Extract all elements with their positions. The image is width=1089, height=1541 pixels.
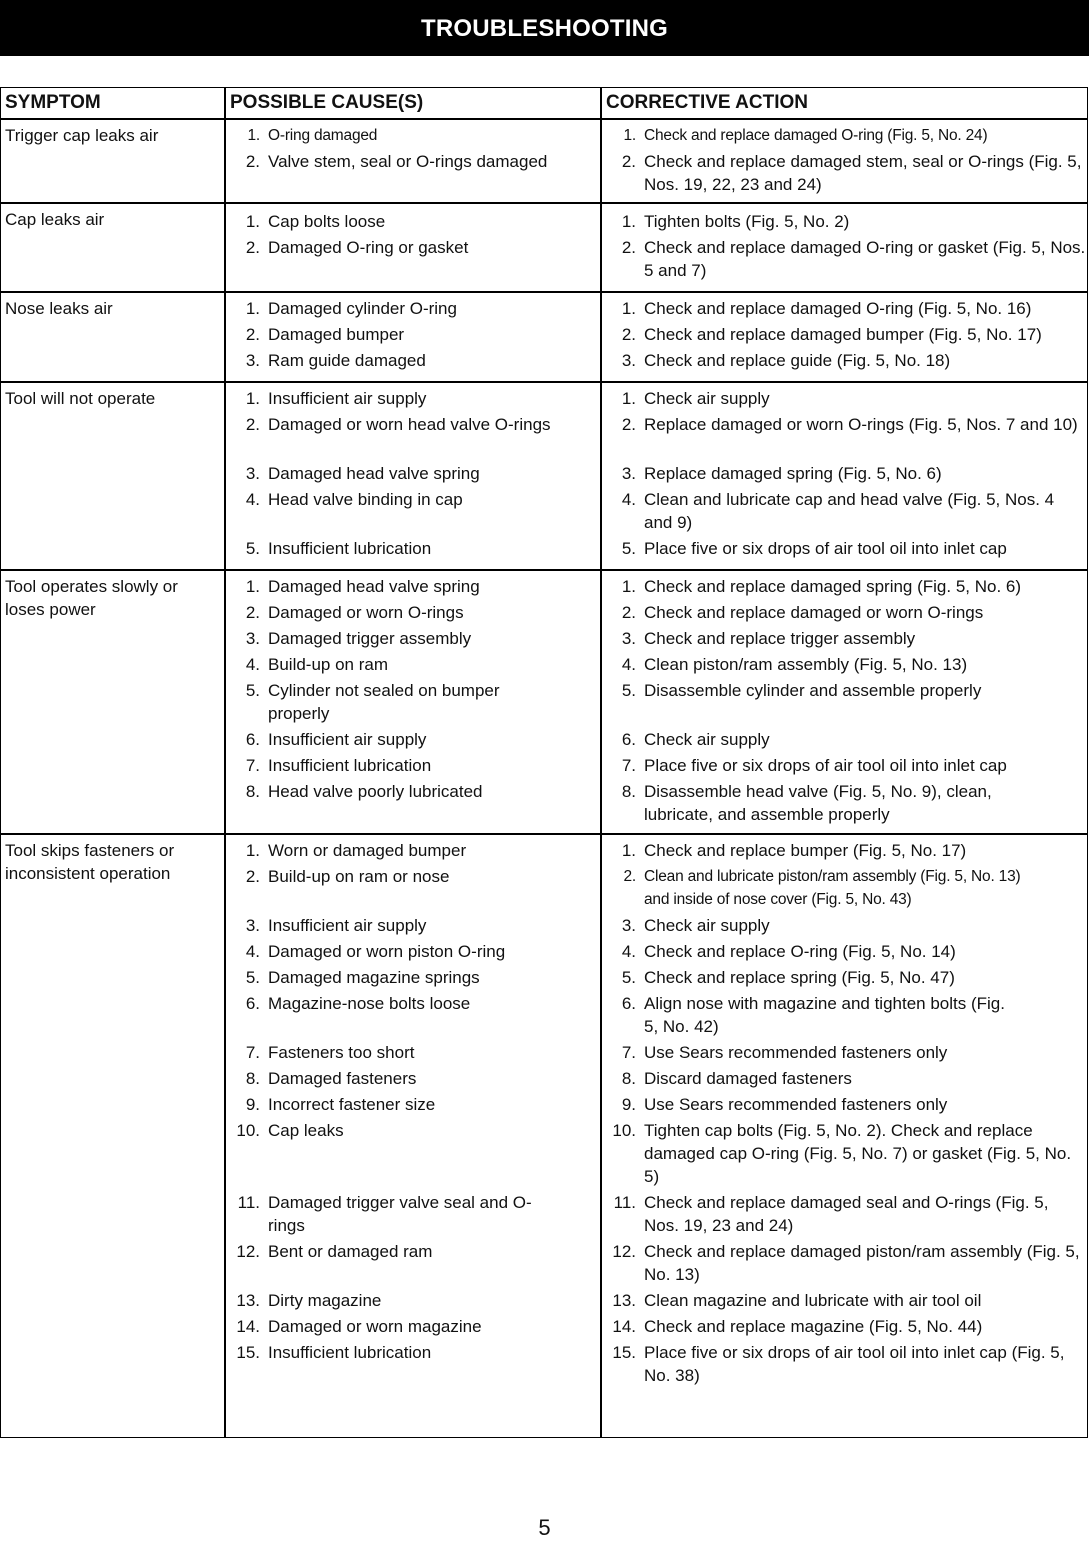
actions-cell [606, 210, 1086, 285]
action-item: 1. Tighten bolts (Fig. 5, No. 2) [621, 212, 850, 231]
action-item: 1. Check air supply [621, 389, 770, 408]
cause-item: 8. Head valve poorly lubricated [245, 782, 483, 801]
action-item: 3. Check and replace guide (Fig. 5, No. 18) [621, 351, 951, 370]
symptom-cell: Tool skips fasteners or inconsistent operation [5, 841, 175, 883]
cause-item: 15. Insufficient lubrication [236, 1343, 432, 1362]
action-item: 3. Check and replace trigger assembly [621, 629, 916, 648]
action-item: 12. Check and replace damaged piston/ram assembly (Fig. 5, No. 13) [612, 1242, 1080, 1284]
cause-item: 1. Damaged cylinder O-ring [245, 299, 457, 318]
cause-item: 3. Damaged trigger assembly [245, 629, 472, 648]
symptom-cell: Cap leaks air [5, 210, 105, 229]
cause-item: 4. Build-up on ram [245, 655, 389, 674]
action-item: 4. Check and replace O-ring (Fig. 5, No. 14) [621, 942, 956, 961]
action-item: 2. Check and replace damaged stem, seal or O-rings (Fig. 5, Nos. 19, 22, 23 and 24) [621, 152, 1082, 194]
action-item: 13. Clean magazine and lubricate with air tool oil [612, 1291, 982, 1310]
action-item: 2. Check and replace damaged O-ring or gasket (Fig. 5, Nos. 5 and 7) [621, 238, 1086, 280]
causes-cell [230, 387, 598, 563]
page-number: 5 [538, 1515, 551, 1540]
page-title: TROUBLESHOOTING [0, 0, 1089, 56]
table-row [1, 835, 1087, 1435]
cause-item: 7. Insufficient lubrication [245, 756, 432, 775]
symptom-cell: Tool operates slowly or loses power [5, 577, 178, 619]
cause-item: 5. Damaged magazine springs [245, 968, 480, 987]
cause-item: 3. Insufficient air supply [245, 916, 427, 935]
action-item: 8. Disassemble head valve (Fig. 5, No. 9), clean, lubricate, and assemble properly [621, 782, 992, 824]
cause-item: 1. Worn or damaged bumper [245, 841, 467, 860]
action-item: 14. Check and replace magazine (Fig. 5, No. 44) [612, 1317, 983, 1336]
cause-item: 4. Damaged or worn piston O-ring [245, 942, 506, 961]
cause-item: 1. Insufficient air supply [245, 389, 427, 408]
cause-item: 2. Build-up on ram or nose [245, 867, 450, 886]
cause-item: 3. Damaged head valve spring [245, 464, 480, 483]
table-row [1, 120, 1087, 202]
action-item: 3. Replace damaged spring (Fig. 5, No. 6) [621, 464, 942, 483]
cause-item: 2. Damaged bumper [245, 325, 405, 344]
causes-cell [230, 210, 598, 262]
action-item: 1. Check and replace bumper (Fig. 5, No. 17) [621, 841, 967, 860]
action-item: 8. Discard damaged fasteners [621, 1069, 852, 1088]
action-item: 11. Check and replace damaged seal and O-rings (Fig. 5, Nos. 19, 23 and 24) [613, 1193, 1049, 1235]
header-corrective-action: CORRECTIVE ACTION [606, 92, 808, 113]
cause-item: 5. Insufficient lubrication [245, 539, 432, 558]
action-item: 5. Disassemble cylinder and assemble properly [621, 681, 982, 700]
cause-item: 2. Damaged or worn head valve O-rings [245, 415, 551, 434]
action-item: 2. Replace damaged or worn O-rings (Fig. 5, Nos. 7 and 10) [621, 415, 1078, 434]
cause-item: 14. Damaged or worn magazine [236, 1317, 482, 1336]
cause-item: 7. Fasteners too short [245, 1043, 415, 1062]
table-row [1, 383, 1087, 569]
action-item: 4. Clean piston/ram assembly (Fig. 5, No. 13) [621, 655, 968, 674]
action-item: 1. Check and replace damaged O-ring (Fig. 5, No. 16) [621, 299, 1032, 318]
action-item: 7. Place five or six drops of air tool oil into inlet cap [621, 756, 1007, 775]
cause-item: 5. Cylinder not sealed on bumper properly [245, 681, 500, 723]
action-item: 2. Check and replace damaged or worn O-rings [621, 603, 984, 622]
symptom-cell: Nose leaks air [5, 299, 113, 318]
table-row [1, 204, 1087, 292]
cause-item: 6. Magazine-nose bolts loose [245, 994, 471, 1013]
cause-item: 2. Valve stem, seal or O-rings damaged [245, 152, 548, 171]
table-row [1, 571, 1087, 833]
action-item: 7. Use Sears recommended fasteners only [621, 1043, 948, 1062]
action-item: 4. Clean and lubricate cap and head valve (Fig. 5, Nos. 4 and 9) [621, 490, 1055, 532]
causes-cell [230, 297, 598, 375]
action-item: 3. Check air supply [621, 916, 770, 935]
actions-cell [606, 124, 1086, 199]
action-item: 1. Check and replace damaged O-ring (Fig. 5, No. 24) [623, 127, 988, 144]
actions-cell [606, 387, 1086, 563]
action-item: 5. Check and replace spring (Fig. 5, No. 47) [621, 968, 955, 987]
cause-item: 8. Damaged fasteners [245, 1069, 417, 1088]
actions-cell [606, 297, 1086, 375]
cause-item: 1. O-ring damaged [247, 127, 378, 144]
cause-item: 3. Ram guide damaged [245, 351, 426, 370]
cause-item: 11. Damaged trigger valve seal and O-rings [237, 1193, 532, 1235]
action-item: 15. Place five or six drops of air tool oil into inlet cap (Fig. 5, No. 38) [612, 1343, 1065, 1385]
symptom-cell: Trigger cap leaks air [5, 126, 159, 145]
symptom-cell: Tool will not operate [5, 389, 156, 408]
action-item: 10. Tighten cap bolts (Fig. 5, No. 2). Check and replace damaged cap O-ring (Fig. 5, No. 7) or gasket (Fig. 5, No. 5) [612, 1121, 1072, 1186]
causes-cell [230, 839, 598, 1367]
cause-item: 1. Damaged head valve spring [245, 577, 480, 596]
header-possible-causes: POSSIBLE CAUSE(S) [230, 92, 424, 113]
action-item: 9. Use Sears recommended fasteners only [621, 1095, 948, 1114]
table-row [1, 293, 1087, 381]
action-item: 5. Place five or six drops of air tool oil into inlet cap [621, 539, 1007, 558]
cause-item: 2. Damaged or worn O-rings [245, 603, 464, 622]
cause-item: 12. Bent or damaged ram [236, 1242, 433, 1261]
action-item: 6. Align nose with magazine and tighten bolts (Fig. 5, No. 42) [621, 994, 1005, 1036]
cause-item: 9. Incorrect fastener size [245, 1095, 436, 1114]
actions-cell [606, 839, 1086, 1390]
action-item: 2. Clean and lubricate piston/ram assembly (Fig. 5, No. 13) and inside of nose cover (Fig. 5, No. 43) [623, 868, 1021, 908]
causes-cell [230, 575, 598, 806]
troubleshooting-table [0, 87, 1088, 1438]
causes-cell [230, 124, 598, 176]
cause-item: 4. Head valve binding in cap [245, 490, 463, 509]
action-item: 2. Check and replace damaged bumper (Fig. 5, No. 17) [621, 325, 1042, 344]
cause-item: 10. Cap leaks [236, 1121, 344, 1140]
cause-item: 2. Damaged O-ring or gasket [245, 238, 469, 257]
actions-cell [606, 575, 1086, 829]
action-item: 1. Check and replace damaged spring (Fig. 5, No. 6) [621, 577, 1022, 596]
action-item: 6. Check air supply [621, 730, 770, 749]
cause-item: 1. Cap bolts loose [245, 212, 386, 231]
cause-item: 6. Insufficient air supply [245, 730, 427, 749]
cause-item: 13. Dirty magazine [236, 1291, 382, 1310]
header-symptom: SYMPTOM [5, 92, 101, 113]
